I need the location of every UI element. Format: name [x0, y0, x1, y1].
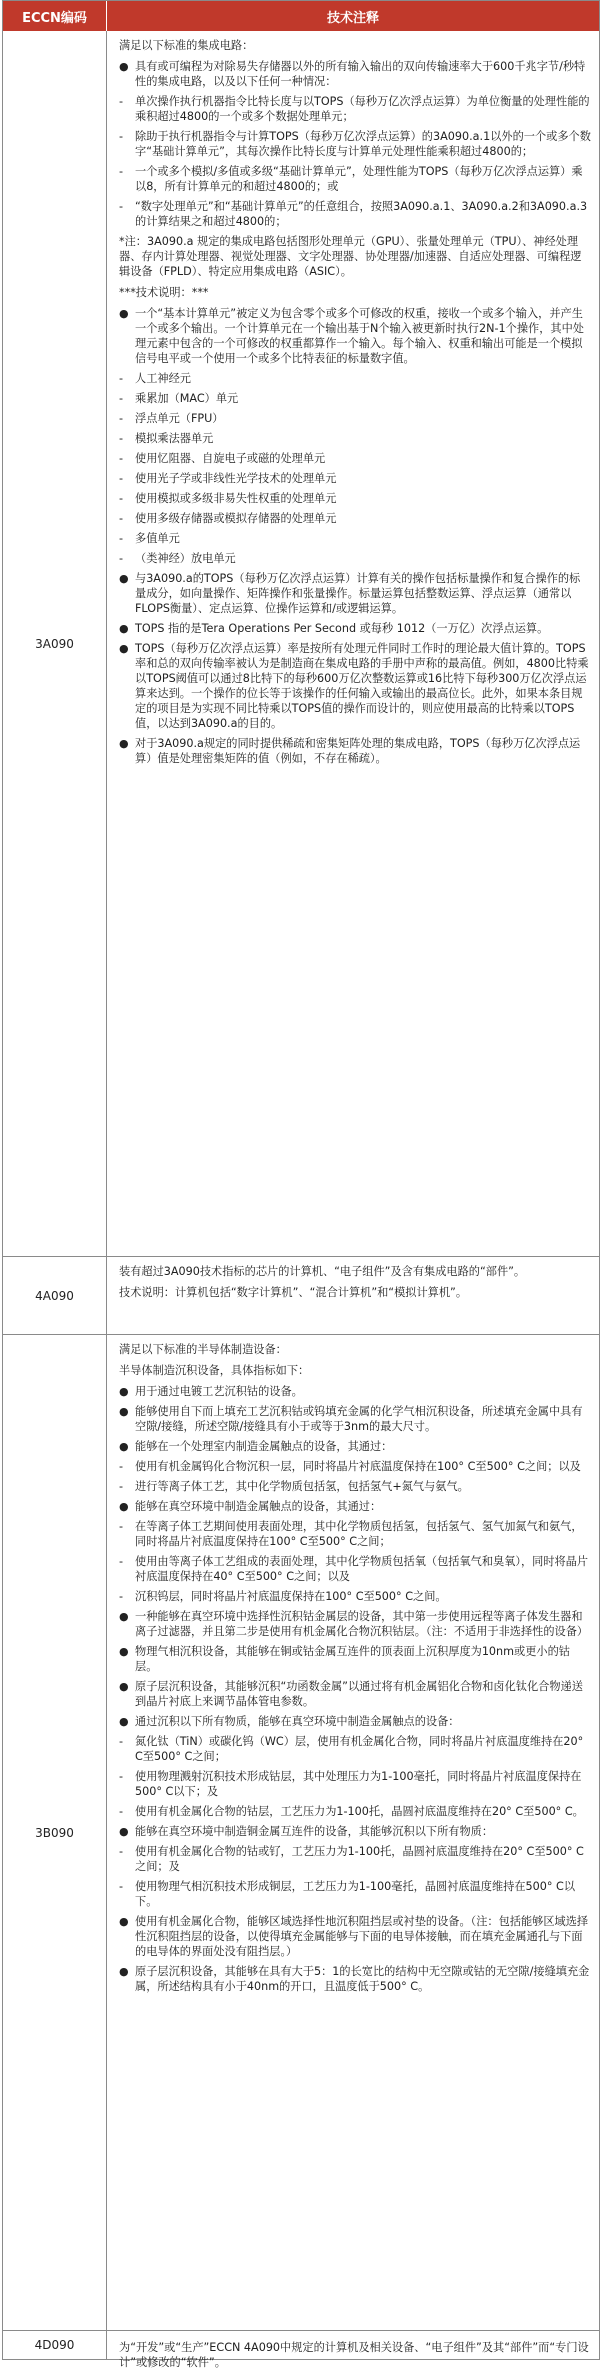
item-text: TOPS（每秒万亿次浮点运算）率是按所有处理元件同时工作时的理论最大值计算的。TOPS率和总的双向传输率被认为是制造商在集成电路的手册中声称的最高值。例如，4800比特乘以TOPS阈值可以通过8比特下的每秒600万亿次整数运算或16比特下每秒300万亿次浮点运算来达到。一个操作的位长等于该操作的任何输入或输出的最高位长。此外，如果本条目规定的项目是为实现不同比特乘以TOPS值的操作而设计的，则应使用最高的比特乘以TOPS值，以达到3A090.a的目的。	[135, 642, 589, 730]
notes-cell	[107, 2331, 599, 2369]
dash-item	[119, 1554, 591, 1584]
item-text: 使用光子学或非线性光学技术的处理单元	[135, 472, 337, 485]
eccn-code-cell: 4D090	[3, 2331, 107, 2359]
dash-marker: -	[119, 1735, 124, 1748]
header-technical-notes: 技术注释	[326, 10, 379, 26]
item-text: 对于3A090.a规定的同时提供稀疏和密集矩阵处理的集成电路，TOPS（每秒万亿次浮点运算）值是处理密集矩阵的值（例如，不存在稀疏）。	[135, 737, 581, 765]
dash-item	[119, 1844, 591, 1874]
notes-cell	[107, 1257, 599, 1334]
header-eccn-code: ECCN编码	[3, 1, 107, 31]
dash-marker: -	[119, 1845, 124, 1858]
bullet-item	[119, 641, 591, 731]
item-text: 能够在真空环境中制造铜金属互连件的设备，其能够沉积以下所有物质：	[135, 1825, 494, 1838]
note-paragraph: 半导体制造沉积设备，具体指标如下：	[119, 1364, 310, 1377]
note-paragraph: 满足以下标准的半导体制造设备：	[119, 1343, 287, 1356]
table-row-4d090	[3, 2331, 599, 2369]
item-text: 使用有机金属化合物的钴层，工艺压力为1-100托，晶圆衬底温度维持在20° C至500° C。	[135, 1805, 584, 1818]
item-text: 除助于执行机器指令与计算TOPS（每秒万亿次浮点运算）的3A090.a.1以外的一个或多个数字“基础计算单元”，其每次操作比特长度与计算单元处理性能乘积超过4800的；	[135, 130, 591, 158]
dash-marker: -	[119, 1770, 124, 1783]
item-text: 使用物理溅射沉积技术形成钴层，其中处理压力为1-100毫托，同时将晶片衬底温度保持在500° C以下；及	[135, 1770, 582, 1798]
table-row-3a090	[3, 31, 599, 1257]
eccn-code-cell: 4A090	[3, 1257, 107, 1334]
dash-item	[119, 1589, 591, 1604]
table-row-3b090	[3, 1335, 599, 2331]
note-paragraph: 装有超过3A090技术指标的芯片的计算机、“电子组件”及含有集成电路的“部件”。	[119, 1265, 526, 1278]
dash-marker: -	[119, 1520, 124, 1533]
dash-item	[119, 1804, 591, 1819]
bullet-marker: ●	[119, 307, 129, 320]
bullet-marker: ●	[119, 737, 129, 750]
dash-marker: -	[119, 552, 124, 565]
item-text: 使用有机金属化合物的钴或钌，工艺压力为1-100托，晶圆衬底温度维持在20° C至500° C之间；及	[135, 1845, 584, 1873]
notes-cell	[107, 1335, 599, 2330]
item-text: 单次操作执行机器指令比特长度与以TOPS（每秒万亿次浮点运算）为单位衡量的处理性能的乘积超过4800的一个或多个数据处理单元；	[135, 95, 590, 123]
bullet-item	[119, 736, 591, 766]
item-text: 乘累加（MAC）单元	[135, 392, 239, 405]
item-text: 沉积钨层，同时将晶片衬底温度保持在100° C至500° C之间。	[135, 1590, 447, 1603]
item-text: 在等离子体工艺期间使用表面处理，其中化学物质包括氢，包括氢气、氢气加氮气和氨气，同时将晶片衬底温度保持在100° C至500° C之间；	[135, 1520, 583, 1548]
bullet-marker: ●	[119, 60, 129, 73]
dash-item	[119, 371, 591, 386]
bullet-item	[119, 1914, 591, 1959]
item-text: 能够在一个处理室内制造金属触点的设备，其通过：	[135, 1440, 393, 1453]
item-text: 与3A090.a的TOPS（每秒万亿次浮点运算）计算有关的操作包括标量操作和复合操作的标量成分，如向量操作、矩阵操作和张量操作。标量运算包括整数运算、浮点运算（通常以FLOPS衡量）、定点运算、位操作运算和/或逻辑运算。	[135, 572, 581, 615]
dash-marker: -	[119, 432, 124, 445]
item-text: 多值单元	[135, 532, 180, 545]
dash-marker: -	[119, 95, 124, 108]
table-header	[3, 1, 599, 31]
bullet-marker: ●	[119, 642, 129, 655]
item-text: 一个或多个模拟/多值或多级“基础计算单元”，处理性能为TOPS（每秒万亿次浮点运算）乘以8，所有计算单元的和超过4800的；或	[135, 165, 583, 193]
bullet-item	[119, 1679, 591, 1709]
item-text: TOPS 指的是Tera Operations Per Second 或每秒 1012（一万亿）次浮点运算。	[135, 622, 549, 635]
dash-item	[119, 1459, 591, 1474]
bullet-marker: ●	[119, 1610, 129, 1623]
item-text: 原子层沉积设备，其能够在具有大于5：1的长宽比的结构中无空隙或钴的无空隙/接缝填充金属，所述结构具有小于40nm的开口，且温度低于500° C。	[135, 1965, 590, 1993]
bullet-item	[119, 1714, 591, 1729]
bullet-marker: ●	[119, 1405, 129, 1418]
dash-marker: -	[119, 472, 124, 485]
dash-item	[119, 551, 591, 566]
dash-item	[119, 1519, 591, 1549]
item-text: 使用有机金属钨化合物沉积一层，同时将晶片衬底温度保持在100° C至500° C之间；以及	[135, 1460, 581, 1473]
dash-marker: -	[119, 200, 124, 213]
dash-marker: -	[119, 1460, 124, 1473]
bullet-marker: ●	[119, 1645, 129, 1658]
bullet-item	[119, 59, 591, 89]
item-text: 人工神经元	[135, 372, 191, 385]
dash-item	[119, 199, 591, 229]
note-paragraph: ***技术说明：***	[119, 286, 209, 299]
item-text: 用于通过电镀工艺沉积钴的设备。	[135, 1385, 303, 1398]
dash-marker: -	[119, 1555, 124, 1568]
bullet-item	[119, 1384, 591, 1399]
item-text: 使用忆阻器、自旋电子或磁的处理单元	[135, 452, 326, 465]
dash-item	[119, 471, 591, 486]
dash-marker: -	[119, 1590, 124, 1603]
bullet-marker: ●	[119, 1385, 129, 1398]
bullet-marker: ●	[119, 1440, 129, 1453]
item-text: 一种能够在真空环境中选择性沉积钴金属层的设备，其中第一步使用远程等离子体发生器和离子过滤器，并且第二步是使用有机金属化合物沉积钴层。（注：不适用于非选择性的设备）	[135, 1610, 589, 1638]
dash-marker: -	[119, 1480, 124, 1493]
item-text: 使用物理气相沉积技术形成铜层，工艺压力为1-100毫托，晶圆衬底温度维持在500° C以下。	[135, 1880, 576, 1908]
bullet-item	[119, 1609, 591, 1639]
table-row-4a090	[3, 1257, 599, 1335]
bullet-item	[119, 1824, 591, 1839]
dash-item	[119, 531, 591, 546]
dash-item	[119, 1769, 591, 1799]
eccn-code-cell: 3B090	[3, 1335, 107, 2330]
eccn-code-cell: 3A090	[3, 31, 107, 1256]
note-paragraph: *注：3A090.a 规定的集成电路包括图形处理单元（GPU）、张量处理单元（TPU）、神经处理器、存内计算处理器、视觉处理器、文字处理器、协处理器/加速器、自适应处理器、可编程逻辑设备（FPLD）、特定应用集成电路（ASIC）。	[119, 235, 582, 278]
dash-item	[119, 411, 591, 426]
bullet-marker: ●	[119, 622, 129, 635]
bullet-marker: ●	[119, 1965, 129, 1978]
dash-item	[119, 129, 591, 159]
bullet-marker: ●	[119, 572, 129, 585]
item-text: “数字处理单元”和“基础计算单元”的任意组合，按照3A090.a.1、3A090.a.2和3A090.a.3的计算结果之和超过4800的；	[135, 200, 588, 228]
dash-item	[119, 491, 591, 506]
bullet-item	[119, 1644, 591, 1674]
item-text: 通过沉积以下所有物质，能够在真空环境中制造金属触点的设备：	[135, 1715, 460, 1728]
bullet-marker: ●	[119, 1500, 129, 1513]
item-text: 使用有机金属化合物，能够区域选择性地沉积阻挡层或衬垫的设备。（注：包括能够区域选择性沉积阻挡层的设备，以使得填充金属能够与下面的电导体接触，而在填充金属通孔与下面的电导体的界面处没有阻挡层。）	[135, 1915, 589, 1958]
eccn-table	[2, 0, 600, 2369]
bullet-item	[119, 571, 591, 616]
dash-marker: -	[119, 492, 124, 505]
item-text: 氮化钛（TiN）或碳化钨（WC）层，使用有机金属化合物，同时将晶片衬底温度维持在20° C至500° C之间；	[135, 1735, 584, 1763]
item-text: 使用由等离子体工艺组成的表面处理，其中化学物质包括氧（包括氧气和臭氧），同时将晶片衬底温度保持在40° C至500° C之间；以及	[135, 1555, 589, 1583]
bullet-item	[119, 306, 591, 366]
bullet-item	[119, 1499, 591, 1514]
bullet-item	[119, 1964, 591, 1994]
dash-marker: -	[119, 372, 124, 385]
item-text: 物理气相沉积设备，其能够在铜或钴金属互连件的顶表面上沉积厚度为10nm或更小的钴层。	[135, 1645, 570, 1673]
notes-cell	[107, 31, 599, 1256]
bullet-marker: ●	[119, 1680, 129, 1693]
dash-item	[119, 164, 591, 194]
dash-item	[119, 431, 591, 446]
bullet-item	[119, 1439, 591, 1454]
dash-marker: -	[119, 1805, 124, 1818]
dash-item	[119, 391, 591, 406]
item-text: 使用多级存储器或模拟存储器的处理单元	[135, 512, 337, 525]
dash-marker: -	[119, 512, 124, 525]
dash-item	[119, 1734, 591, 1764]
item-text: 浮点单元（FPU）	[135, 412, 224, 425]
dash-item	[119, 1879, 591, 1909]
item-text: 使用模拟或多级非易失性权重的处理单元	[135, 492, 337, 505]
dash-marker: -	[119, 532, 124, 545]
item-text: 进行等离子体工艺，其中化学物质包括氢，包括氢气+氮气与氨气。	[135, 1480, 469, 1493]
bullet-marker: ●	[119, 1825, 129, 1838]
item-text: 模拟乘法器单元	[135, 432, 214, 445]
item-text: 能够在真空环境中制造金属触点的设备，其通过：	[135, 1500, 382, 1513]
item-text: 能够使用自下而上填充工艺沉积钴或钨填充金属的化学气相沉积设备，所述填充金属中具有空隙/接缝，所述空隙/接缝具有小于或等于3nm的最大尺寸。	[135, 1405, 583, 1433]
dash-marker: -	[119, 392, 124, 405]
note-paragraph: 为“开发”或“生产”ECCN 4A090中规定的计算机及相关设备、“电子组件”及其“部件”而“专门设计”或修改的“软件”。	[119, 2341, 589, 2369]
note-paragraph: 满足以下标准的集成电路：	[119, 39, 254, 52]
dash-item	[119, 511, 591, 526]
dash-marker: -	[119, 165, 124, 178]
dash-item	[119, 451, 591, 466]
dash-marker: -	[119, 452, 124, 465]
item-text: （类神经）放电单元	[135, 552, 236, 565]
bullet-item	[119, 621, 591, 636]
note-paragraph: 技术说明：计算机包括“数字计算机”、“混合计算机”和“模拟计算机”。	[119, 1286, 468, 1299]
bullet-marker: ●	[119, 1915, 129, 1928]
dash-marker: -	[119, 412, 124, 425]
bullet-marker: ●	[119, 1715, 129, 1728]
item-text: 原子层沉积设备，其能够沉积“功函数金属”以通过将有机金属铝化合物和卤化钛化合物递送到晶片衬底上来调节晶体管电参数。	[135, 1680, 583, 1708]
dash-marker: -	[119, 130, 124, 143]
dash-item	[119, 1479, 591, 1494]
dash-marker: -	[119, 1880, 124, 1893]
item-text: 具有或可编程为对除易失存储器以外的所有输入输出的双向传输速率大于600千兆字节/秒特性的集成电路，以及以下任何一种情况：	[135, 60, 586, 88]
dash-item	[119, 94, 591, 124]
item-text: 一个“基本计算单元”被定义为包含零个或多个可修改的权重，接收一个或多个输入，并产生一个或多个输出。一个计算单元在一个输出基于N个输入被更新时执行2N-1个操作，其中处理元素中包含的一个可修改的权重都算作一个输入。每个输入、权重和输出可能是一个模拟信号电平或一个使用一个或多个比特表征的标量数字值。	[135, 307, 584, 365]
bullet-item	[119, 1404, 591, 1434]
